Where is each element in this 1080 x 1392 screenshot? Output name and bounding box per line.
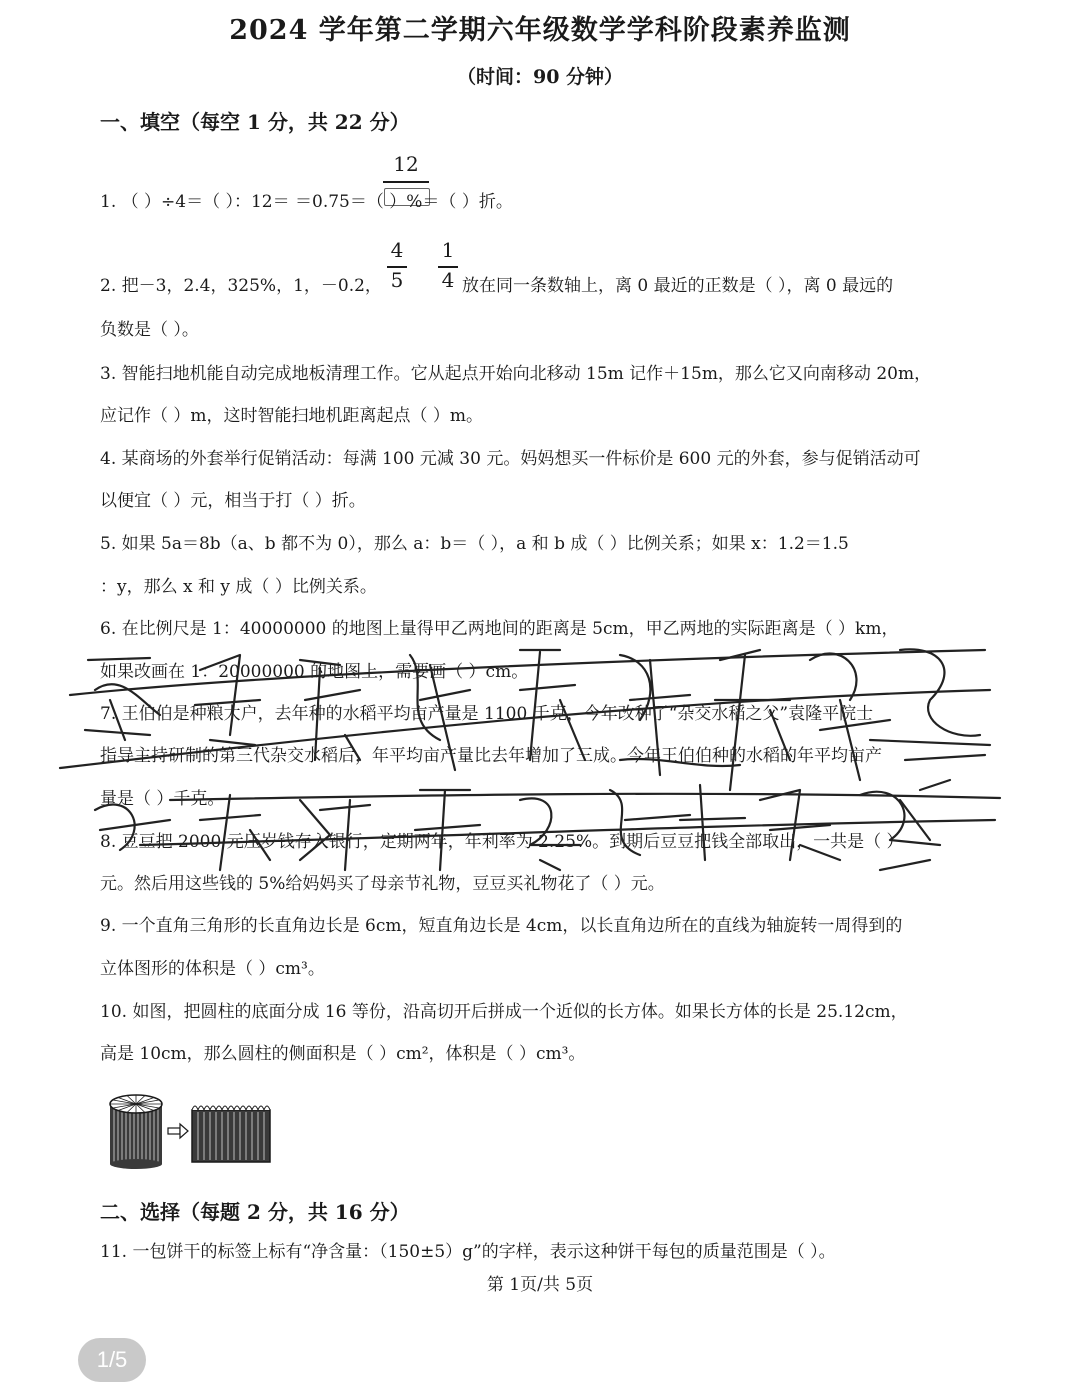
question-1: 1. （ ）÷4＝（ ）：12＝ ＝0.75＝（ ）%＝（ ）折。 [100,192,513,212]
question-7-line-3: 量是（ ）千克。 [100,789,225,809]
question-10-line-2: 高是 10cm，那么圆柱的侧面积是（ ）cm²，体积是（ ）cm³。 [100,1044,586,1064]
question-3-line-1: 3. 智能扫地机能自动完成地板清理工作。它从起点开始向北移动 15m 记作＋15m，那么它又向南移动 20m， [100,364,932,384]
q1-fraction-numerator: 12 [393,152,419,176]
question-4-line-1: 4. 某商场的外套举行促销活动：每满 100 元减 30 元。妈妈想买一件标价是 600 元的外套，参与促销活动可 [100,449,921,469]
q2-fraction-1-numerator: 4 [390,238,404,262]
question-2-line-1-left: 2. 把－3，2.4，325%，1，－0.2， [100,276,382,296]
question-7-line-1: 7. 王伯伯是种粮大户，去年种的水稻平均亩产量是 1100 千克，今年改种了“杂交水稻之父”袁隆平院士 [100,704,874,724]
question-8-line-2: 元。然后用这些钱的 5%给妈妈买了母亲节礼物，豆豆买礼物花了（ ）元。 [100,874,665,894]
question-9-line-2: 立体图形的体积是（ ）cm³。 [100,959,325,979]
q2-fraction-2-denominator: 4 [441,268,455,292]
question-3-line-2: 应记作（ ）m，这时智能扫地机距离起点（ ）m。 [100,406,484,426]
question-6-line-1: 6. 在比例尺是 1：40000000 的地图上量得甲乙两地间的距离是 5cm，甲乙两地的实际距离是（ ）km， [100,619,899,639]
question-6-line-2: 如果改画在 1：20000000 的地图上，需要画（ ）cm。 [100,662,529,682]
question-2-line-1-right: 放在同一条数轴上，离 0 最近的正数是（ ），离 0 最远的 [462,276,894,296]
question-4-line-2: 以便宜（ ）元，相当于打（ ）折。 [100,491,366,511]
question-8-line-1: 8. 豆豆把 2000 元压岁钱存入银行，定期两年，年利率为 2.25%。到期后豆豆把钱全部取出，一共是（ ） [100,832,904,852]
page-footer: 第 1页/共 5页 [486,1275,594,1295]
question-5-line-2: ：y，那么 x 和 y 成（ ）比例关系。 [100,577,377,597]
section-choice-heading: 二、选择（每题 2 分，共 16 分） [100,1200,410,1224]
question-11: 11. 一包饼干的标签上标有“净含量：（150±5）g”的字样，表示这种饼干每包的质量范围是（ ）。 [100,1242,836,1262]
section-fill-in-heading: 一、填空（每空 1 分，共 22 分） [100,110,410,134]
question-5-line-1: 5. 如果 5a＝8b（a、b 都不为 0），那么 a：b＝（ ），a 和 b 成（ ）比例关系；如果 x：1.2＝1.5 [100,534,849,554]
question-2-line-2: 负数是（ ）。 [100,320,199,340]
question-10-line-1: 10. 如图，把圆柱的底面分成 16 等份，沿高切开后拼成一个近似的长方体。如果长方体的长是 25.12cm， [100,1002,908,1022]
q2-fraction-2-numerator: 1 [441,238,455,262]
exam-duration: （时间：90 分钟） [456,66,624,88]
question-9-line-1: 9. 一个直角三角形的长直角边长是 6cm，短直角边长是 4cm，以长直角边所在的直线为轴旋转一周得到的 [100,916,903,936]
question-7-line-2: 指导主持研制的第三代杂交水稻后，年平均亩产量比去年增加了三成。今年王伯伯种的水稻的年平均亩产 [100,746,882,766]
page-indicator[interactable]: 1/5 [78,1338,146,1382]
page-title: 2024 学年第二学期六年级数学学科阶段素养监测 [229,15,851,46]
q2-fraction-1-denominator: 5 [390,268,404,292]
